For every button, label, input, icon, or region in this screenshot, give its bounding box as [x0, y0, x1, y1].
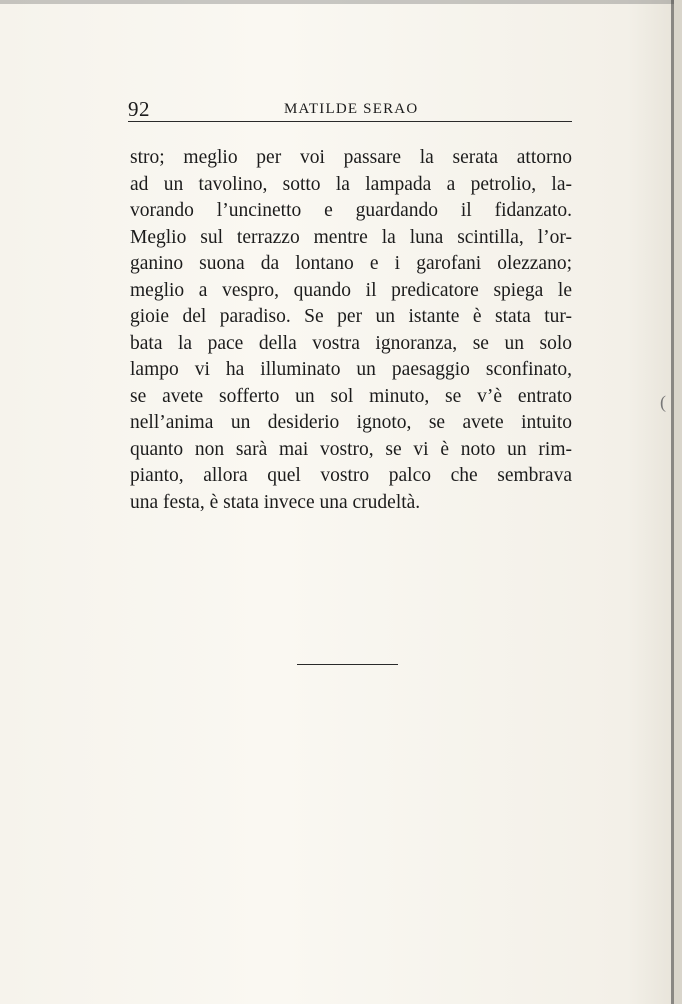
text-line: meglio a vespro, quando il predicatore spiega le	[130, 279, 572, 301]
text-line: ganino suona da lontano e i garofani olezzano;	[130, 253, 572, 274]
page-top-edge	[0, 0, 682, 4]
running-title: MATILDE SERAO	[284, 101, 419, 117]
text-line: se avete sofferto un sol minuto, se v’è entrato	[130, 385, 572, 407]
text-line: pianto, allora quel vostro palco che sembrava	[130, 465, 572, 486]
text-line: nell’anima un desiderio ignoto, se avete intuito	[130, 412, 572, 433]
text-line: vorando l’uncinetto e guardando il fidanzato.	[130, 200, 572, 221]
text-line: Meglio sul terrazzo mentre la luna scintilla, l’or-	[130, 226, 572, 248]
text-line: stro; meglio per voi passare la serata attorno	[130, 147, 572, 168]
page-right-shade	[674, 0, 682, 1004]
running-head	[128, 97, 572, 121]
page-number: 92	[128, 97, 150, 121]
header-rule	[128, 121, 572, 122]
text-line: bata la pace della vostra ignoranza, se un solo	[130, 332, 572, 354]
text-line: gioie del paradiso. Se per un istante è stata tur-	[130, 306, 572, 327]
text-line: ad un tavolino, sotto la lampada a petrolio, la-	[130, 173, 572, 195]
page-right-edge	[671, 0, 674, 1004]
text-line-last: una festa, è stata invece una crudeltà.	[130, 491, 421, 513]
text-line: quanto non sarà mai vostro, se vi è noto un rim-	[130, 438, 572, 460]
text-line: lampo vi ha illuminato un paesaggio sconfinato,	[130, 359, 572, 380]
body-text	[130, 145, 572, 516]
margin-mark: (	[660, 392, 666, 412]
chapter-end-rule	[297, 664, 398, 665]
